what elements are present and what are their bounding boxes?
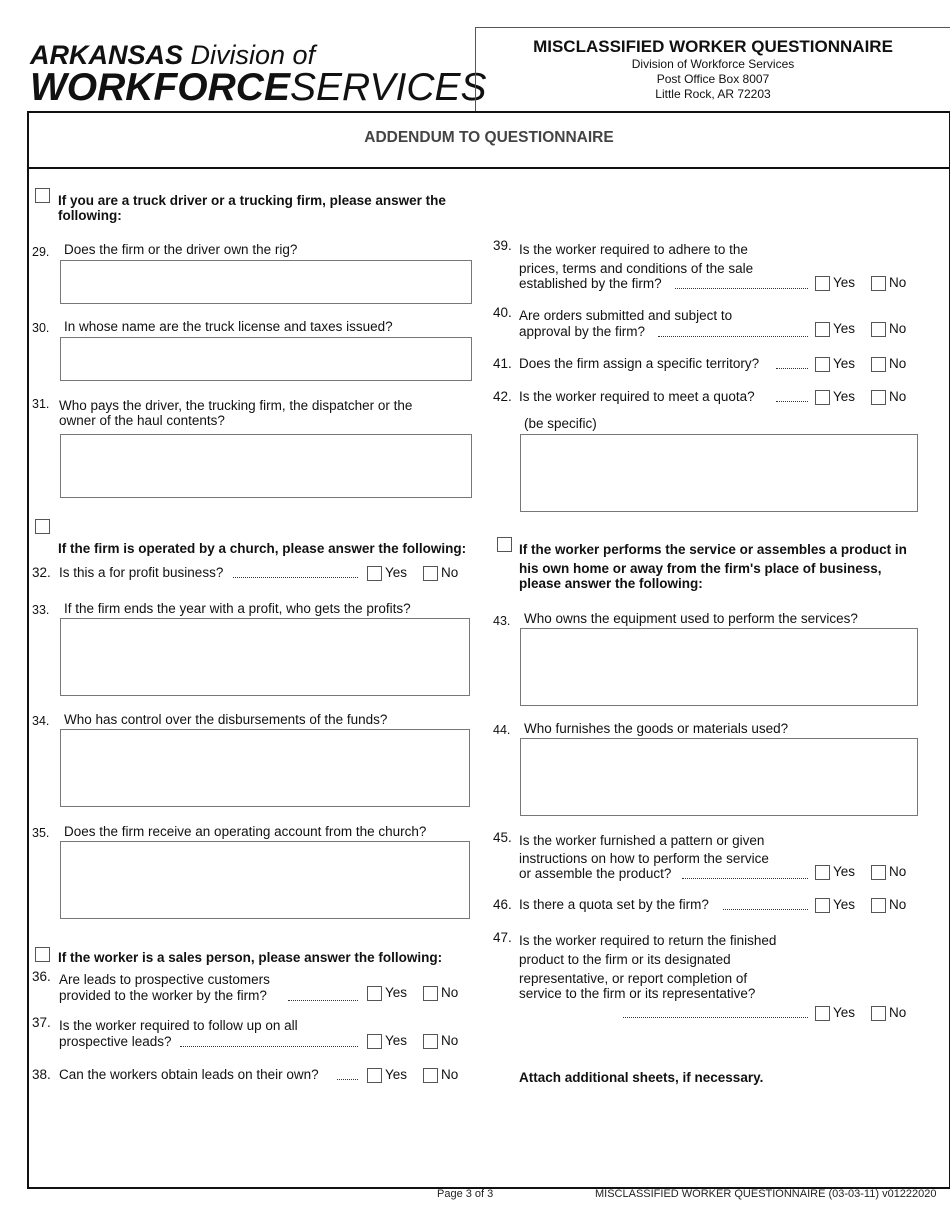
q44-number: 44. bbox=[493, 723, 511, 737]
q46-number: 46. bbox=[493, 897, 512, 912]
q36-yes-checkbox[interactable] bbox=[367, 986, 382, 1001]
q42-no-checkbox[interactable] bbox=[871, 390, 886, 405]
q39-leader bbox=[675, 288, 808, 289]
q37-leader bbox=[180, 1046, 358, 1047]
q31-text-line1: Who pays the driver, the trucking firm, the dispatcher or the bbox=[59, 398, 413, 413]
q29-answer-box[interactable] bbox=[60, 260, 472, 304]
q38-yes-checkbox[interactable] bbox=[367, 1068, 382, 1083]
q46-yes-checkbox[interactable] bbox=[815, 898, 830, 913]
home-section-checkbox[interactable] bbox=[497, 537, 512, 552]
q36-text-line1: Are leads to prospective customers bbox=[59, 972, 270, 987]
q39-no-checkbox[interactable] bbox=[871, 276, 886, 291]
q37-text-line2: prospective leads? bbox=[59, 1034, 172, 1049]
q47-number: 47. bbox=[493, 930, 512, 945]
q39-no-label: No bbox=[889, 275, 907, 290]
q40-no-label: No bbox=[889, 321, 907, 336]
q36-number: 36. bbox=[32, 969, 51, 984]
q32-yes-checkbox[interactable] bbox=[367, 566, 382, 581]
q45-no-checkbox[interactable] bbox=[871, 865, 886, 880]
q42-answer-box[interactable] bbox=[520, 434, 918, 512]
home-heading-line3: please answer the following: bbox=[519, 576, 703, 591]
q47-no-checkbox[interactable] bbox=[871, 1006, 886, 1021]
q29-number: 29. bbox=[32, 245, 50, 259]
home-heading-line1: If the worker performs the service or assembles a product in bbox=[519, 542, 907, 557]
q39-text-line3: established by the firm? bbox=[519, 276, 662, 291]
q31-number: 31. bbox=[32, 397, 50, 411]
q37-yes-label: Yes bbox=[385, 1033, 408, 1048]
sales-section-checkbox[interactable] bbox=[35, 947, 50, 962]
q37-no-label: No bbox=[441, 1033, 459, 1048]
logo-arkansas: ARKANSAS bbox=[30, 40, 184, 70]
q37-number: 37. bbox=[32, 1015, 51, 1030]
q47-no-label: No bbox=[889, 1005, 907, 1020]
q41-number: 41. bbox=[493, 356, 512, 371]
q34-text: Who has control over the disbursements of the funds? bbox=[64, 712, 388, 727]
q47-text-line4: service to the firm or its representative? bbox=[519, 986, 756, 1001]
q44-text: Who furnishes the goods or materials used? bbox=[524, 721, 789, 736]
q42-yes-label: Yes bbox=[833, 389, 856, 404]
q41-yes-checkbox[interactable] bbox=[815, 357, 830, 372]
truck-heading-line1: If you are a truck driver or a trucking firm, please answer the bbox=[58, 193, 446, 208]
q38-no-label: No bbox=[441, 1067, 459, 1082]
q47-text-line3: representative, or report completion of bbox=[519, 971, 748, 986]
q41-no-checkbox[interactable] bbox=[871, 357, 886, 372]
logo-division: Division of bbox=[190, 40, 316, 70]
q42-yes-checkbox[interactable] bbox=[815, 390, 830, 405]
q38-text: Can the workers obtain leads on their own? bbox=[59, 1067, 319, 1082]
truck-section-checkbox[interactable] bbox=[35, 188, 50, 203]
q45-yes-label: Yes bbox=[833, 864, 856, 879]
q31-text-line2: owner of the haul contents? bbox=[59, 413, 225, 428]
sales-heading: If the worker is a sales person, please answer the following: bbox=[58, 950, 443, 965]
q40-yes-checkbox[interactable] bbox=[815, 322, 830, 337]
q37-no-checkbox[interactable] bbox=[423, 1034, 438, 1049]
truck-heading-line2: following: bbox=[58, 208, 122, 223]
q41-leader bbox=[776, 368, 808, 369]
q38-leader bbox=[337, 1079, 358, 1080]
q38-number: 38. bbox=[32, 1067, 51, 1082]
logo-line-2 bbox=[30, 68, 487, 107]
attach-note: Attach additional sheets, if necessary. bbox=[519, 1070, 764, 1085]
home-heading-line2: his own home or away from the firm's place of business, bbox=[519, 561, 882, 576]
q46-yes-label: Yes bbox=[833, 897, 856, 912]
form-id: MISCLASSIFIED WORKER QUESTIONNAIRE (03-03-11) v01222020 bbox=[595, 1188, 937, 1200]
q38-no-checkbox[interactable] bbox=[423, 1068, 438, 1083]
q32-leader bbox=[233, 577, 358, 578]
q44-answer-box[interactable] bbox=[520, 738, 918, 816]
q36-text-line2: provided to the worker by the firm? bbox=[59, 988, 267, 1003]
q34-number: 34. bbox=[32, 714, 50, 728]
q47-yes-label: Yes bbox=[833, 1005, 856, 1020]
logo-workforce: WORKFORCE bbox=[30, 66, 290, 109]
header-po-box: Post Office Box 8007 bbox=[656, 72, 770, 86]
q33-answer-box[interactable] bbox=[60, 618, 470, 696]
q40-text-line2: approval by the firm? bbox=[519, 324, 646, 339]
q41-yes-label: Yes bbox=[833, 356, 856, 371]
q45-leader bbox=[682, 878, 808, 879]
q37-text-line1: Is the worker required to follow up on all bbox=[59, 1018, 298, 1033]
q30-text: In whose name are the truck license and taxes issued? bbox=[64, 319, 393, 334]
q32-yes-label: Yes bbox=[385, 565, 408, 580]
q40-leader bbox=[658, 336, 808, 337]
q45-text-line1: Is the worker furnished a pattern or given bbox=[519, 833, 765, 848]
q32-no-checkbox[interactable] bbox=[423, 566, 438, 581]
q41-no-label: No bbox=[889, 356, 907, 371]
logo-services: SERVICES bbox=[289, 66, 487, 109]
q46-text: Is there a quota set by the firm? bbox=[519, 897, 709, 912]
q38-yes-label: Yes bbox=[385, 1067, 408, 1082]
q30-number: 30. bbox=[32, 321, 50, 335]
q35-answer-box[interactable] bbox=[60, 841, 470, 919]
form-title: MISCLASSIFIED WORKER QUESTIONNAIRE bbox=[533, 37, 893, 56]
q45-no-label: No bbox=[889, 864, 907, 879]
header-org: Division of Workforce Services bbox=[631, 57, 795, 71]
q41-text: Does the firm assign a specific territory? bbox=[519, 356, 760, 371]
q32-no-label: No bbox=[441, 565, 459, 580]
q39-yes-label: Yes bbox=[833, 275, 856, 290]
q43-answer-box[interactable] bbox=[520, 628, 918, 706]
q43-text: Who owns the equipment used to perform the services? bbox=[524, 611, 858, 626]
q47-text-line1: Is the worker required to return the finished bbox=[519, 933, 777, 948]
q39-text-line2: prices, terms and conditions of the sale bbox=[519, 261, 754, 276]
q40-yes-label: Yes bbox=[833, 321, 856, 336]
q32-text: Is this a for profit business? bbox=[59, 565, 224, 580]
q29-text: Does the firm or the driver own the rig? bbox=[64, 242, 298, 257]
q45-text-line3: or assemble the product? bbox=[519, 866, 672, 881]
q35-number: 35. bbox=[32, 826, 50, 840]
q46-no-label: No bbox=[889, 897, 907, 912]
q31-answer-box[interactable] bbox=[60, 434, 472, 498]
q47-leader bbox=[623, 1017, 808, 1018]
church-heading: If the firm is operated by a church, please answer the following: bbox=[58, 541, 467, 556]
q39-yes-checkbox[interactable] bbox=[815, 276, 830, 291]
q40-text-line1: Are orders submitted and subject to bbox=[519, 308, 733, 323]
q45-number: 45. bbox=[493, 830, 512, 845]
q33-number: 33. bbox=[32, 603, 50, 617]
q36-yes-label: Yes bbox=[385, 985, 408, 1000]
q45-text-line2: instructions on how to perform the service bbox=[519, 851, 769, 866]
q33-text: If the firm ends the year with a profit, who gets the profits? bbox=[64, 601, 411, 616]
q47-yes-checkbox[interactable] bbox=[815, 1006, 830, 1021]
q42-text: Is the worker required to meet a quota? bbox=[519, 389, 755, 404]
q46-no-checkbox[interactable] bbox=[871, 898, 886, 913]
page-number: Page 3 of 3 bbox=[437, 1188, 494, 1200]
q32-number: 32. bbox=[32, 565, 51, 580]
church-section-checkbox[interactable] bbox=[35, 519, 50, 534]
q42-leader bbox=[776, 401, 808, 402]
q42-no-label: No bbox=[889, 389, 907, 404]
q46-leader bbox=[723, 909, 808, 910]
q42-note: (be specific) bbox=[524, 416, 597, 431]
q36-no-label: No bbox=[441, 985, 459, 1000]
q45-yes-checkbox[interactable] bbox=[815, 865, 830, 880]
q36-no-checkbox[interactable] bbox=[423, 986, 438, 1001]
q30-answer-box[interactable] bbox=[60, 337, 472, 381]
q34-answer-box[interactable] bbox=[60, 729, 470, 807]
q36-leader bbox=[288, 1000, 358, 1001]
logo-line-1 bbox=[30, 42, 315, 69]
q39-number: 39. bbox=[493, 238, 512, 253]
header-box bbox=[475, 27, 950, 111]
addendum-title: ADDENDUM TO QUESTIONNAIRE bbox=[27, 111, 950, 169]
q40-no-checkbox[interactable] bbox=[871, 322, 886, 337]
q35-text: Does the firm receive an operating account from the church? bbox=[64, 824, 427, 839]
q37-yes-checkbox[interactable] bbox=[367, 1034, 382, 1049]
q43-number: 43. bbox=[493, 614, 511, 628]
q40-number: 40. bbox=[493, 305, 512, 320]
q42-number: 42. bbox=[493, 389, 512, 404]
q47-text-line2: product to the firm or its designated bbox=[519, 952, 731, 967]
header-city: Little Rock, AR 72203 bbox=[655, 87, 771, 101]
q39-text-line1: Is the worker required to adhere to the bbox=[519, 242, 748, 257]
